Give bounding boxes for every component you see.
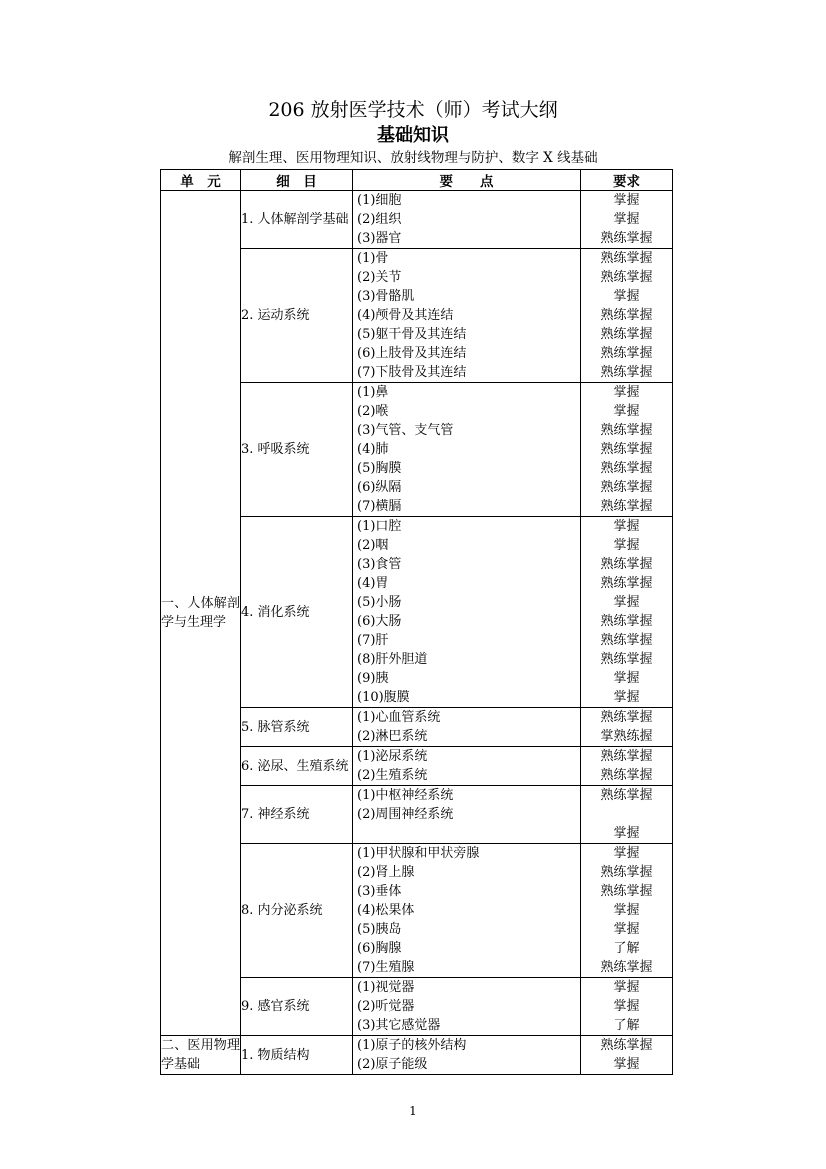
point-item: (1)甲状腺和甲状旁腺 [357, 846, 480, 861]
point-item: (2)原子能级 [357, 1057, 428, 1072]
point-item: (5)胸膜 [357, 461, 402, 476]
requirement-item: 熟练掌握 [600, 308, 653, 323]
requirement-item: 熟练掌握 [600, 960, 653, 975]
requirement-item: 掌握 [613, 690, 640, 705]
points-cell [353, 517, 581, 708]
point-item: (1)骨 [357, 251, 389, 266]
requirements-cell [581, 844, 673, 978]
requirement-item: 掌握 [613, 404, 640, 419]
requirements-cell [581, 747, 673, 786]
point-item: (7)下肢骨及其连结 [357, 365, 467, 380]
point-item: (1)鼻 [357, 385, 389, 400]
topic-cell: 3. 呼吸系统 [241, 383, 353, 517]
table-header-row [161, 170, 673, 191]
requirement-item: 熟练掌握 [600, 633, 653, 648]
requirement-item: 掌握 [613, 980, 640, 995]
header-point: 要 点 [353, 170, 581, 191]
points-cell [353, 383, 581, 517]
requirement-item: 掌握 [613, 826, 640, 841]
requirements-cell [581, 786, 673, 844]
point-item: (3)气管、支气管 [357, 423, 454, 438]
point-item: (7)横膈 [357, 499, 402, 514]
point-item: (9)胰 [357, 671, 389, 686]
point-item: (5)胰岛 [357, 922, 402, 937]
point-item: (5)小肠 [357, 595, 402, 610]
requirements-cell [581, 708, 673, 747]
points-cell [353, 978, 581, 1036]
requirement-item [581, 805, 672, 824]
points-cell [353, 708, 581, 747]
points-cell [353, 191, 581, 249]
point-item: (2)淋巴系统 [357, 729, 428, 744]
requirement-item: 熟练掌握 [600, 461, 653, 476]
point-item: (1)细胞 [357, 193, 402, 208]
point-item [353, 824, 580, 843]
point-item: (10)腹膜 [357, 690, 410, 705]
point-item: (6)大肠 [357, 614, 402, 629]
requirement-item: 熟练掌握 [600, 365, 653, 380]
requirement-item: 掌握 [613, 922, 640, 937]
requirement-item: 熟练掌握 [600, 346, 653, 361]
requirements-cell [581, 249, 673, 383]
point-item: (7)生殖腺 [357, 960, 415, 975]
requirement-item: 掌握 [613, 999, 640, 1014]
points-cell [353, 747, 581, 786]
point-item: (2)喉 [357, 404, 389, 419]
requirement-item: 掌握 [613, 385, 640, 400]
requirement-item: 掌握 [613, 538, 640, 553]
requirement-item: 熟练掌握 [600, 884, 653, 899]
requirement-item: 熟练掌握 [600, 1038, 653, 1053]
requirement-item: 熟练掌握 [600, 710, 653, 725]
table-body [161, 191, 673, 1075]
requirement-item: 掌握 [613, 846, 640, 861]
point-item: (4)颅骨及其连结 [357, 308, 454, 323]
point-item: (2)组织 [357, 212, 402, 227]
requirement-item: 熟练掌握 [600, 480, 653, 495]
requirement-item: 熟练掌握 [600, 499, 653, 514]
point-item: (1)心血管系统 [357, 710, 441, 725]
requirement-item: 熟练掌握 [600, 270, 653, 285]
point-item: (3)垂体 [357, 884, 402, 899]
syllabus-table [160, 169, 673, 1075]
point-item: (4)肺 [357, 442, 389, 457]
requirement-item: 熟练掌握 [600, 231, 653, 246]
requirement-item: 熟练掌握 [600, 251, 653, 266]
requirement-item: 掌握 [613, 289, 640, 304]
point-item: (7)肝 [357, 633, 389, 648]
points-cell [353, 1036, 581, 1075]
requirement-item: 熟练掌握 [600, 614, 653, 629]
point-item: (3)骨骼肌 [357, 289, 415, 304]
document-subtitle: 基础知识 [377, 125, 449, 146]
page-number: 1 [409, 1104, 417, 1118]
points-cell [353, 249, 581, 383]
requirement-item: 掌握 [613, 519, 640, 534]
requirement-item: 熟练掌握 [600, 788, 653, 803]
point-item: (2)听觉器 [357, 999, 415, 1014]
topic-cell: 7. 神经系统 [241, 786, 353, 844]
point-item: (1)中枢神经系统 [357, 788, 454, 803]
point-item: (8)肝外胆道 [357, 652, 428, 667]
topic-cell: 1. 物质结构 [241, 1036, 353, 1075]
point-item: (2)周围神经系统 [357, 807, 454, 822]
topic-cell: 9. 感官系统 [241, 978, 353, 1036]
requirement-item: 了解 [613, 941, 640, 956]
unit-cell: 一、人体解剖学与生理学 [161, 191, 241, 1036]
topic-cell: 8. 内分泌系统 [241, 844, 353, 978]
requirements-cell [581, 517, 673, 708]
requirement-item: 熟练掌握 [600, 749, 653, 764]
requirement-item: 掌握 [613, 212, 640, 227]
requirement-item: 掌熟练握 [600, 729, 653, 744]
point-item: (2)生殖系统 [357, 768, 428, 783]
points-cell [353, 786, 581, 844]
requirement-item: 了解 [613, 1018, 640, 1033]
header-requirement: 要求 [581, 170, 673, 191]
topic-cell: 1. 人体解剖学基础 [241, 191, 353, 249]
table-row [161, 191, 673, 249]
requirements-cell [581, 978, 673, 1036]
point-item: (2)肾上腺 [357, 865, 415, 880]
requirement-item: 熟练掌握 [600, 865, 653, 880]
requirement-item: 熟练掌握 [600, 442, 653, 457]
point-item: (2)关节 [357, 270, 402, 285]
requirement-item: 熟练掌握 [600, 576, 653, 591]
point-item: (4)松果体 [357, 903, 415, 918]
requirement-item: 熟练掌握 [600, 652, 653, 667]
requirements-cell [581, 1036, 673, 1075]
requirement-item: 掌握 [613, 1057, 640, 1072]
topic-cell: 5. 脉管系统 [241, 708, 353, 747]
unit-cell: 二、医用物理学基础 [161, 1036, 241, 1075]
point-item: (5)躯干骨及其连结 [357, 327, 467, 342]
topic-cell: 4. 消化系统 [241, 517, 353, 708]
topic-cell: 6. 泌尿、生殖系统 [241, 747, 353, 786]
point-item: (1)原子的核外结构 [357, 1038, 467, 1053]
document-title: 206 放射医学技术（师）考试大纲 [268, 99, 558, 121]
point-item: (3)器官 [357, 231, 402, 246]
requirement-item: 熟练掌握 [600, 423, 653, 438]
exam-scope: 解剖生理、医用物理知识、放射线物理与防护、数字 X 线基础 [228, 150, 598, 166]
requirement-item: 熟练掌握 [600, 768, 653, 783]
point-item: (4)胃 [357, 576, 389, 591]
requirement-item: 掌握 [613, 671, 640, 686]
point-item: (3)其它感觉器 [357, 1018, 441, 1033]
header-unit: 单 元 [161, 170, 241, 191]
points-cell [353, 844, 581, 978]
requirement-item: 掌握 [613, 193, 640, 208]
point-item: (6)胸腺 [357, 941, 402, 956]
requirements-cell [581, 191, 673, 249]
requirement-item: 熟练掌握 [600, 557, 653, 572]
requirement-item: 掌握 [613, 903, 640, 918]
point-item: (1)泌尿系统 [357, 749, 428, 764]
requirement-item: 掌握 [613, 595, 640, 610]
point-item: (6)上肢骨及其连结 [357, 346, 467, 361]
point-item: (1)视觉器 [357, 980, 415, 995]
point-item: (3)食管 [357, 557, 402, 572]
topic-cell: 2. 运动系统 [241, 249, 353, 383]
header-topic: 细 目 [241, 170, 353, 191]
requirement-item: 熟练掌握 [600, 327, 653, 342]
table-row [161, 1036, 673, 1075]
point-item: (1)口腔 [357, 519, 402, 534]
requirements-cell [581, 383, 673, 517]
point-item: (2)咽 [357, 538, 389, 553]
point-item: (6)纵隔 [357, 480, 402, 495]
